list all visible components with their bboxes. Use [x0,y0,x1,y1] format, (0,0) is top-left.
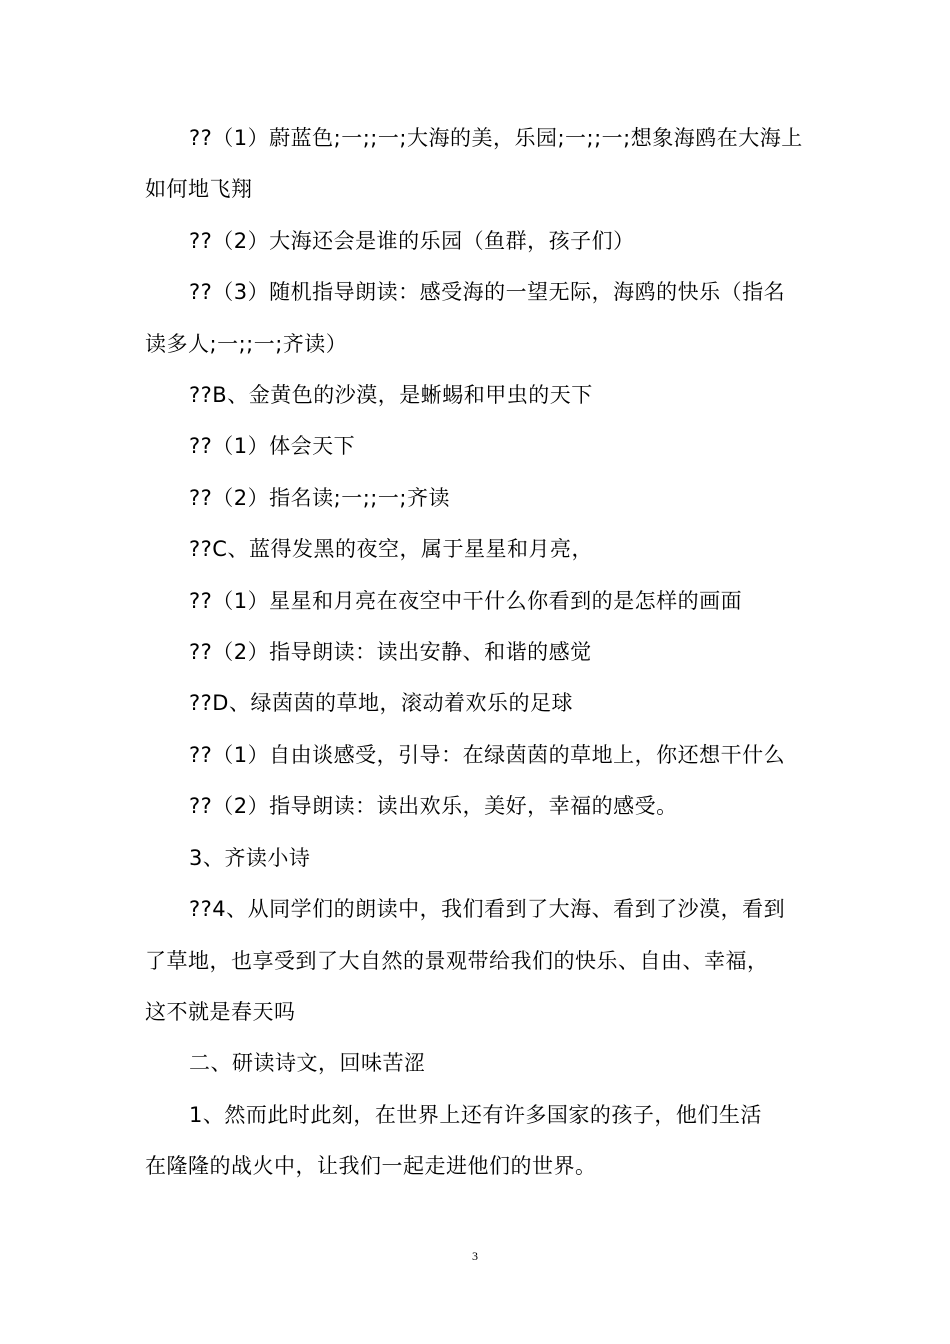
paragraph-line: ??（2）大海还会是谁的乐园（鱼群，孩子们） [189,229,635,253]
paragraph-line: 3、齐读小诗 [189,846,311,870]
paragraph-line: 读多人;一;;一;齐读） [145,332,348,356]
paragraph-line: ??（2）指导朗读：读出欢乐，美好，幸福的感受。 [189,794,678,818]
paragraph-line: ??（2）指导朗读：读出安静、和谐的感觉 [189,640,592,664]
paragraph-line: ??（3）随机指导朗读：感受海的一望无际，海鸥的快乐（指名 [189,280,786,304]
section-heading: 二、研读诗文，回味苦涩 [189,1051,426,1075]
paragraph-line: 1、然而此时此刻，在世界上还有许多国家的孩子，他们生活 [189,1103,762,1127]
paragraph-line: ??（1）蔚蓝色;一;;一;大海的美，乐园;一;;一;想象海鸥在大海上 [189,126,803,150]
paragraph-line: ??（1）星星和月亮在夜空中干什么你看到的是怎样的画面 [189,589,743,613]
paragraph-line: 了草地，也享受到了大自然的景观带给我们的快乐、自由、幸福， [145,949,769,973]
page-number: 3 [472,1249,478,1263]
paragraph-line: ??B、金黄色的沙漠，是蜥蜴和甲虫的天下 [189,383,593,407]
paragraph-line: ??（1）体会天下 [189,434,356,458]
paragraph-line: 如何地飞翔 [145,177,253,201]
paragraph-line: ??C、蓝得发黑的夜空，属于星星和月亮， [189,537,593,561]
paragraph-line: ??（1）自由谈感受，引导：在绿茵茵的草地上，你还想干什么 [189,743,786,767]
paragraph-line: 这不就是春天吗 [145,1000,296,1024]
paragraph-line: ??（2）指名读;一;;一;齐读 [189,486,450,510]
paragraph-line: ??D、绿茵茵的草地，滚动着欢乐的足球 [189,691,573,715]
paragraph-line: ??4、从同学们的朗读中，我们看到了大海、看到了沙漠，看到 [189,897,786,921]
paragraph-line: 在隆隆的战火中，让我们一起走进他们的世界。 [145,1154,597,1178]
